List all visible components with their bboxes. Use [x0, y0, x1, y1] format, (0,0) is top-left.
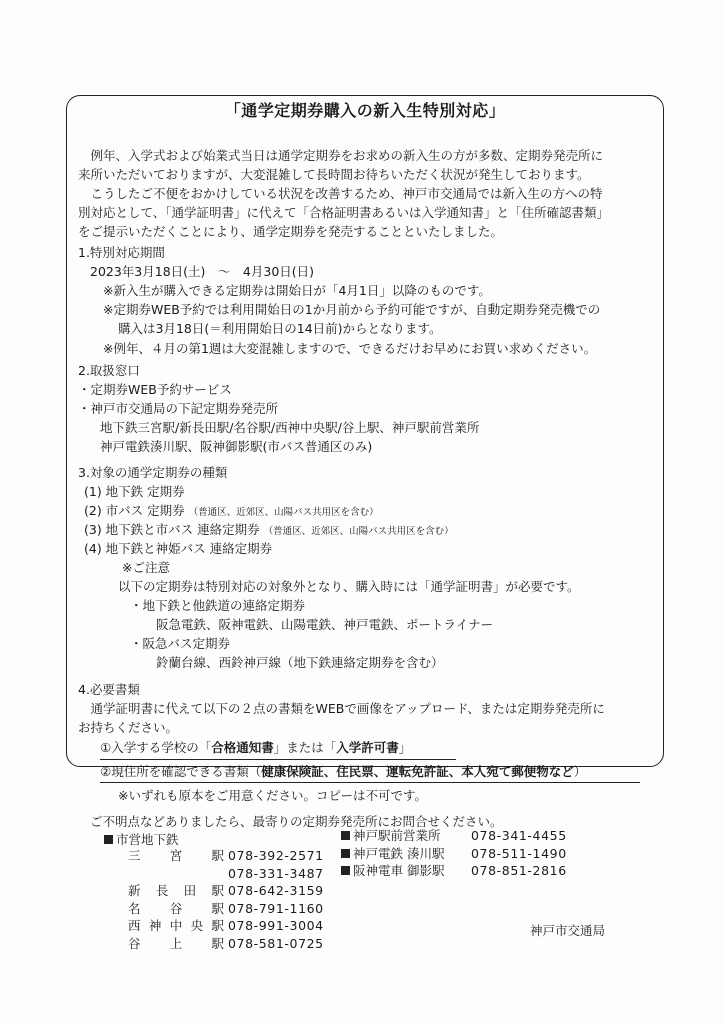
- excluded-pass-list: 鈴蘭台線、西鈴神戸線（地下鉄連絡定期券を含む）: [156, 655, 444, 670]
- office-row: [341, 845, 567, 863]
- subway-office-list: [128, 847, 324, 952]
- section1-note: 購入は3月18日(＝利用開始日の14日前)からとなります。: [118, 321, 442, 336]
- section4-heading: 4.必要書類: [78, 682, 140, 697]
- caution-heading: ※ご注意: [122, 560, 170, 575]
- office-row: [128, 847, 324, 865]
- doc-text: 」: [398, 740, 412, 755]
- doc-text: 」または「: [273, 740, 337, 755]
- intro-line: こうしたご不便をおかけしている状況を改善するため、神戸市交通局では新入生の方への特: [78, 186, 603, 201]
- office-row: [341, 827, 567, 845]
- intro-line: 例年、入学式および始業式当日は通学定期券をお求めの新入生の方が多数、定期券発売所に: [78, 148, 604, 163]
- doc-bold-text: 健康保険証、住民票、運転免許証、本人宛て郵便物など: [261, 764, 574, 779]
- section1-note: ※新入生が購入できる定期券は開始日が「4月1日」以降のものです。: [103, 283, 491, 298]
- pass-type-note: （普通区、近郊区、山陽バス共用区を含む）: [263, 526, 454, 537]
- office-row: [128, 917, 324, 935]
- pass-type-label: (3) 地下鉄と市バス 連絡定期券: [84, 522, 260, 537]
- doc-bold-text: 合格通知書: [211, 740, 274, 755]
- pass-type-note: （普通区、近郊区、山陽バス共用区を含む）: [188, 507, 379, 518]
- office-tel: 078-851-2816: [471, 863, 567, 878]
- office-row: [128, 865, 324, 883]
- required-doc-2: [100, 762, 586, 781]
- doc-text: ②現住所を確認できる書類（: [100, 764, 262, 779]
- intro-line: をご提示いただくことにより、通学定期券を発売することといたしました。: [78, 224, 504, 239]
- office-name: 名谷駅: [128, 900, 224, 916]
- pass-type-label: (1) 地下鉄 定期券: [84, 484, 185, 499]
- bullet-square-icon: [341, 866, 350, 875]
- excluded-pass-heading: ・阪急バス定期券: [130, 636, 231, 651]
- office-row: [128, 935, 324, 953]
- office-tel: 078-331-3487: [227, 865, 324, 881]
- original-required-note: ※いずれも原本をご用意ください。コピーは不可です。: [118, 788, 427, 803]
- notice-title: 「通学定期券購入の新入生特別対応」: [224, 101, 506, 120]
- doc-bold-text: 入学許可書: [336, 740, 399, 755]
- section2-heading: 2.取扱窓口: [78, 363, 140, 378]
- excluded-pass-heading: ・地下鉄と他鉄道の連絡定期券: [130, 598, 306, 613]
- office-tel: 078-341-4455: [471, 828, 567, 843]
- window-line: ・定期券WEB予約サービス: [78, 382, 232, 397]
- window-line: 神戸電鉄湊川駅、阪神御影駅(市バス普通区のみ): [100, 439, 373, 454]
- doc1-underline: [100, 759, 456, 760]
- office-name: 神戸駅前営業所: [353, 828, 441, 843]
- intro-line: 別対応として、「通学証明書」に代えて「合格証明書あるいは入学通知書」と「住所確認書類」: [78, 205, 610, 220]
- window-line: ・神戸市交通局の下記定期券発売所: [78, 401, 279, 416]
- doc-text: ）: [573, 764, 587, 779]
- doc2-underline: [100, 782, 640, 783]
- office-name: 新長田駅: [128, 883, 224, 898]
- pass-type-item: [84, 482, 185, 501]
- required-doc-1: [100, 738, 411, 757]
- excluded-pass-list: 阪急電鉄、阪神電鉄、山陽電鉄、神戸電鉄、ポートライナー: [156, 617, 494, 632]
- section1-heading: 1.特別対応期間: [78, 245, 165, 260]
- office-tel: 078-791-1160: [227, 900, 324, 916]
- bullet-square-icon: [341, 831, 350, 840]
- pass-type-item: [84, 520, 454, 541]
- intro-line: 来所いただいておりますが、大変混雑して長時間お待ちいただく状況が発生しております。: [78, 167, 590, 182]
- section3-heading: 3.対象の通学定期券の種類: [78, 465, 228, 480]
- subway-heading: [104, 831, 179, 849]
- office-name: 三宮駅: [128, 848, 224, 863]
- office-tel: 078-642-3159: [227, 883, 324, 898]
- pass-type-item: [84, 501, 379, 522]
- section4-text: 通学証明書に代えて以下の２点の書類をWEBで画像をアップロード、または定期券発売所に: [78, 701, 605, 716]
- office-row: [341, 862, 567, 880]
- contact-intro: ご不明点などありましたら、最寄りの定期券発売所にお問合せください。: [90, 814, 503, 829]
- subway-heading-label: 市営地下鉄: [116, 832, 179, 847]
- office-tel: 078-581-0725: [227, 935, 324, 951]
- caution-text: 以下の定期券は特別対応の対象外となり、購入時には「通学証明書」が必要です。: [118, 579, 580, 594]
- office-name: 神戸電鉄 湊川駅: [353, 845, 445, 861]
- pass-type-item: [84, 539, 272, 558]
- section1-note: ※定期券WEB予約では利用開始日の1か月前から予約可能ですが、自動定期券発売機での: [103, 302, 601, 317]
- office-row: [128, 900, 324, 918]
- office-tel: 078-511-1490: [471, 845, 567, 861]
- pass-type-label: (4) 地下鉄と神姫バス 連絡定期券: [84, 541, 273, 556]
- window-line: 地下鉄三宮駅/新長田駅/名谷駅/西神中央駅/谷上駅、神戸駅前営業所: [100, 420, 480, 435]
- office-name: 谷上駅: [128, 935, 224, 951]
- bullet-square-icon: [104, 835, 113, 844]
- office-tel: 078-392-2571: [227, 848, 324, 863]
- other-office-list: [341, 827, 567, 880]
- office-row: [128, 882, 324, 900]
- special-period: 2023年3月18日(土) ～ 4月30日(日): [90, 264, 315, 279]
- section1-note: ※例年、４月の第1週は大変混雑しますので、できるだけお早めにお買い求めください。: [103, 341, 597, 356]
- pass-type-label: (2) 市バス 定期券: [84, 503, 185, 518]
- issuer: 神戸市交通局: [530, 923, 606, 938]
- office-name: 西神中央駅: [128, 918, 224, 933]
- doc-text: ①入学する学校の「: [100, 740, 212, 755]
- bullet-square-icon: [341, 849, 350, 858]
- office-name: 阪神電車 御影駅: [353, 863, 445, 878]
- section4-text: お持ちください。: [78, 720, 179, 735]
- office-tel: 078-991-3004: [227, 918, 324, 933]
